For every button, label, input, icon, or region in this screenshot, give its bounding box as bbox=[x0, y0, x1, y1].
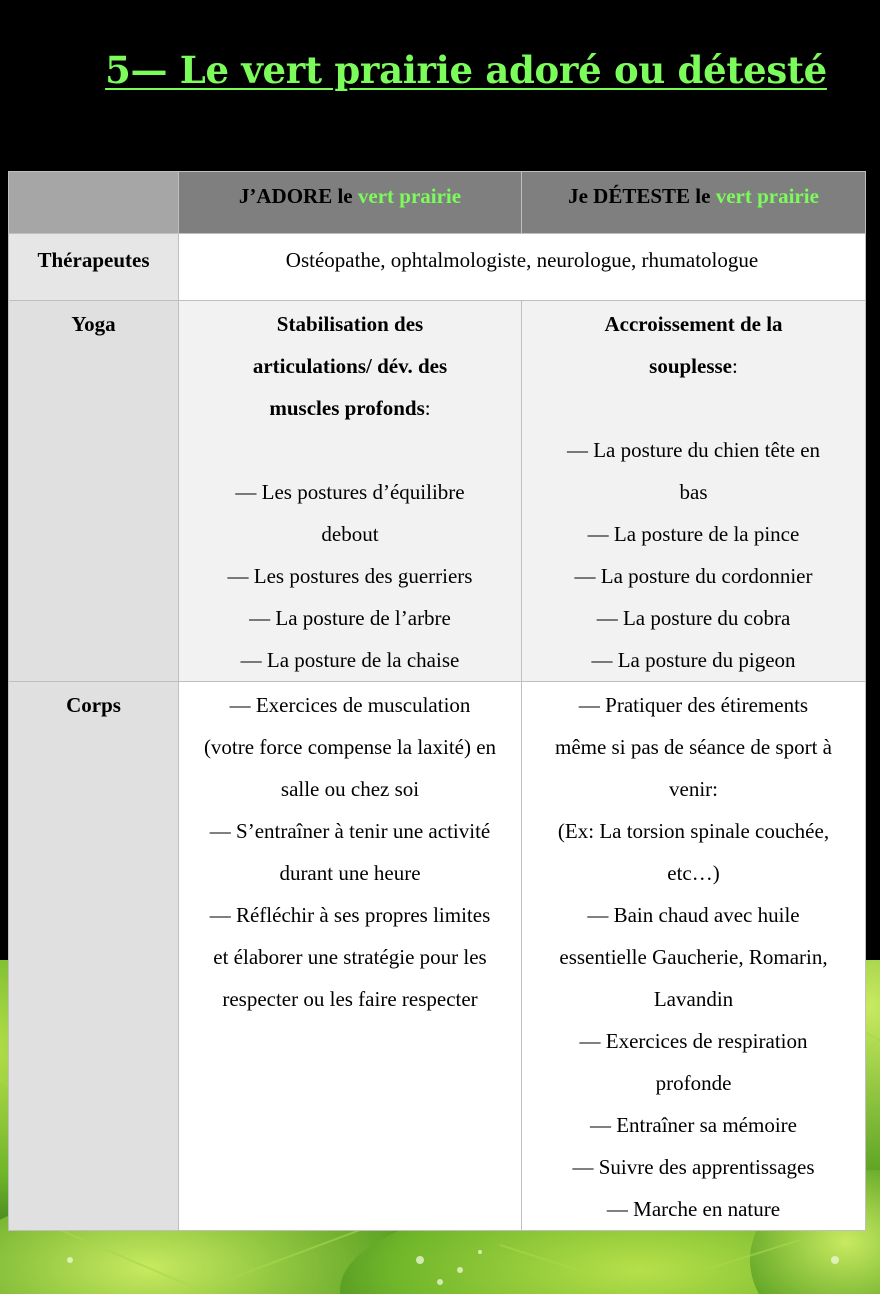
yoga-deteste-heading-suffix: : bbox=[732, 354, 738, 378]
list-item: — Exercices de musculation bbox=[229, 693, 471, 717]
list-item: (votre force compense la laxité) en bbox=[203, 735, 497, 759]
table-row-therapeutes bbox=[9, 234, 866, 301]
list-item: — La posture du chien tête en bbox=[566, 438, 821, 462]
header-deteste-prefix: Je DÉTESTE le bbox=[568, 184, 711, 208]
list-item: bas bbox=[679, 480, 708, 504]
page-title: 5— Le vert prairie adoré ou détesté bbox=[105, 48, 827, 92]
list-item: et élaborer une stratégie pour les bbox=[213, 945, 487, 969]
table-header-row bbox=[9, 172, 866, 234]
yoga-adore-heading-1: Stabilisation des bbox=[276, 312, 424, 336]
list-item: — Suivre des apprentissages bbox=[572, 1155, 815, 1179]
list-item: essentielle Gaucherie, Romarin, bbox=[559, 945, 828, 969]
list-item: durant une heure bbox=[279, 861, 421, 885]
list-item: salle ou chez soi bbox=[280, 777, 420, 801]
list-item: — La posture de l’arbre bbox=[249, 606, 451, 630]
row-label-yoga bbox=[9, 301, 179, 682]
yoga-deteste-cell bbox=[522, 301, 866, 682]
table-row-yoga bbox=[9, 301, 866, 682]
yoga-adore-heading-suffix: : bbox=[424, 396, 431, 420]
list-item: — La posture du pigeon bbox=[591, 648, 796, 672]
header-adore-color: vert prairie bbox=[357, 184, 462, 208]
table-row-corps bbox=[9, 682, 866, 1231]
list-item: même si pas de séance de sport à bbox=[555, 735, 832, 759]
list-item: — Les postures des guerriers bbox=[227, 564, 473, 588]
list-item: — Les postures d’équilibre bbox=[235, 480, 465, 504]
corps-label: Corps bbox=[66, 693, 121, 717]
comparison-table bbox=[8, 171, 866, 1231]
list-item: — La posture de la chaise bbox=[240, 648, 460, 672]
yoga-deteste-heading-1: Accroissement de la bbox=[604, 312, 783, 336]
yoga-label: Yoga bbox=[71, 312, 116, 336]
yoga-adore-cell bbox=[179, 301, 522, 682]
corps-adore-cell bbox=[179, 682, 522, 1231]
list-item: Lavandin bbox=[653, 987, 734, 1011]
list-item: — Réfléchir à ses propres limites bbox=[209, 903, 491, 927]
list-item: — Bain chaud avec huile bbox=[587, 903, 800, 927]
yoga-adore-heading-2: articulations/ dév. des bbox=[252, 354, 448, 378]
header-corner-cell bbox=[9, 172, 179, 234]
header-deteste-color: vert prairie bbox=[715, 184, 819, 208]
yoga-adore-heading-3: muscles profonds bbox=[269, 396, 425, 420]
row-label-therapeutes bbox=[9, 234, 179, 301]
therapeutes-value-cell bbox=[179, 234, 866, 301]
list-item: debout bbox=[321, 522, 379, 546]
list-item: — Exercices de respiration bbox=[579, 1029, 808, 1053]
list-item: — S’entraîner à tenir une activité bbox=[209, 819, 491, 843]
therapeutes-value: Ostéopathe, ophtalmologiste, neurologue, rhumatologue bbox=[285, 248, 759, 272]
list-item: profonde bbox=[655, 1071, 732, 1095]
corps-deteste-cell bbox=[522, 682, 866, 1231]
list-item: — La posture du cordonnier bbox=[574, 564, 813, 588]
list-item: — La posture du cobra bbox=[596, 606, 791, 630]
row-label-corps bbox=[9, 682, 179, 1231]
list-item: — Marche en nature bbox=[606, 1197, 781, 1221]
list-item: venir: bbox=[669, 777, 718, 801]
list-item: (Ex: La torsion spinale couchée, bbox=[557, 819, 830, 843]
header-deteste bbox=[522, 172, 866, 234]
list-item: — La posture de la pince bbox=[587, 522, 800, 546]
header-adore bbox=[179, 172, 522, 234]
yoga-deteste-heading-2: souplesse bbox=[649, 354, 732, 378]
list-item: — Pratiquer des étirements bbox=[578, 693, 809, 717]
header-adore-prefix: J’ADORE le bbox=[238, 184, 353, 208]
therapeutes-label: Thérapeutes bbox=[37, 248, 150, 272]
list-item: — Entraîner sa mémoire bbox=[589, 1113, 797, 1137]
list-item: respecter ou les faire respecter bbox=[222, 987, 478, 1011]
list-item: etc…) bbox=[667, 861, 720, 885]
